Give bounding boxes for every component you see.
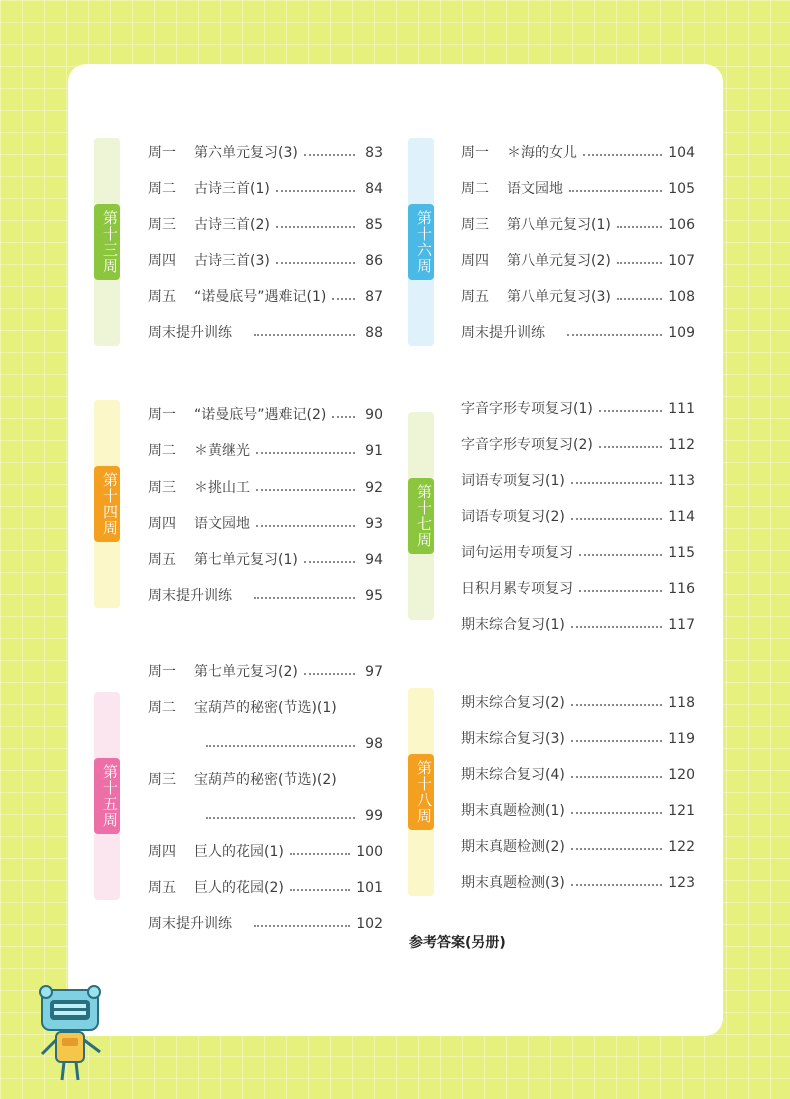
leader-dots — [254, 597, 355, 599]
week-17-tag: 第十七周 — [408, 478, 434, 554]
leader-dots — [583, 154, 662, 156]
toc-entry[interactable]: 周一 ＊海的女儿 104 — [461, 145, 695, 161]
toc-entry[interactable]: 周三 ＊挑山工 92 — [148, 480, 383, 496]
toc-entry[interactable]: 周二 语文园地 105 — [461, 181, 695, 197]
toc-entry[interactable]: 词语专项复习(2) 114 — [461, 509, 695, 525]
toc-entry-continued[interactable]: 98 — [194, 734, 383, 754]
leader-dots — [254, 925, 350, 927]
leader-dots — [276, 226, 355, 228]
leader-dots — [304, 154, 355, 156]
toc-entry[interactable]: 期末综合复习(1) 117 — [461, 617, 695, 633]
toc-entry[interactable]: 词句运用专项复习 115 — [461, 545, 695, 561]
week-18-tag: 第十八周 — [408, 754, 434, 830]
leader-dots — [571, 884, 662, 886]
leader-dots — [571, 518, 662, 520]
leader-dots — [304, 673, 355, 675]
leader-dots — [571, 704, 662, 706]
week-15-bar — [94, 692, 120, 900]
leader-dots — [304, 561, 355, 563]
leader-dots — [571, 740, 662, 742]
toc-entry[interactable]: 周五 第七单元复习(1) 94 — [148, 552, 383, 568]
toc-entry[interactable]: 周四 巨人的花园(1) 100 — [148, 844, 383, 860]
toc-entry[interactable]: 周二 ＊黄继光 91 — [148, 443, 383, 459]
leader-dots — [571, 482, 662, 484]
answer-key-label[interactable]: 参考答案(另册) — [409, 935, 506, 951]
toc-entry[interactable]: 周五 “诺曼底号”遇难记(1) 87 — [148, 289, 383, 305]
leader-dots — [276, 262, 355, 264]
toc-entry[interactable]: 日积月累专项复习 116 — [461, 581, 695, 597]
toc-entry[interactable]: 期末综合复习(3) 119 — [461, 731, 695, 747]
week-14-tag: 第十四周 — [94, 466, 120, 542]
toc-entry[interactable]: 周三 古诗三首(2) 85 — [148, 217, 383, 233]
leader-dots — [579, 590, 662, 592]
toc-entry[interactable]: 周四 语文园地 93 — [148, 516, 383, 532]
toc-entry[interactable]: 周四 古诗三首(3) 86 — [148, 253, 383, 269]
leader-dots — [571, 776, 662, 778]
week-16-tag: 第十六周 — [408, 204, 434, 280]
toc-entry[interactable]: 周一 第七单元复习(2) 97 — [148, 664, 383, 680]
leader-dots — [332, 416, 355, 418]
toc-entry[interactable]: 期末综合复习(2) 118 — [461, 695, 695, 711]
toc-entry[interactable]: 周末提升训练 95 — [148, 588, 383, 604]
toc-entry[interactable]: 周三 宝葫芦的秘密(节选)(2) — [148, 772, 337, 788]
toc-entry[interactable]: 期末真题检测(3) 123 — [461, 875, 695, 891]
toc-entry[interactable]: 周末提升训练 88 — [148, 325, 383, 341]
leader-dots — [290, 853, 350, 855]
leader-dots — [617, 226, 662, 228]
leader-dots — [569, 190, 662, 192]
toc-entry[interactable]: 周末提升训练 109 — [461, 325, 695, 341]
leader-dots — [571, 626, 662, 628]
toc-entry[interactable]: 期末真题检测(1) 121 — [461, 803, 695, 819]
leader-dots — [290, 889, 350, 891]
week-13-tag: 第十三周 — [94, 204, 120, 280]
toc-entry[interactable]: 字音字形专项复习(2) 112 — [461, 437, 695, 453]
toc-entry[interactable]: 期末真题检测(2) 122 — [461, 839, 695, 855]
leader-dots — [617, 298, 662, 300]
leader-dots — [571, 848, 662, 850]
week-18-bar — [408, 688, 434, 896]
toc-entry[interactable]: 字音字形专项复习(1) 111 — [461, 401, 695, 417]
leader-dots — [567, 334, 662, 336]
leader-dots — [276, 190, 355, 192]
toc-entry[interactable]: 周四 第八单元复习(2) 107 — [461, 253, 695, 269]
leader-dots — [332, 298, 355, 300]
week-15-tag: 第十五周 — [94, 758, 120, 834]
leader-dots — [599, 410, 662, 412]
toc-entry[interactable]: 周一 第六单元复习(3) 83 — [148, 145, 383, 161]
leader-dots — [579, 554, 662, 556]
toc-entry[interactable]: 词语专项复习(1) 113 — [461, 473, 695, 489]
toc-entry[interactable]: 周末提升训练 102 — [148, 916, 383, 932]
leader-dots — [256, 489, 355, 491]
week-17-bar — [408, 412, 434, 620]
toc-entry[interactable]: 周一 “诺曼底号”遇难记(2) 90 — [148, 407, 383, 423]
week-16-bar — [408, 138, 434, 346]
toc-entry-continued[interactable]: 99 — [194, 806, 383, 826]
toc-entry[interactable]: 周五 巨人的花园(2) 101 — [148, 880, 383, 896]
leader-dots — [256, 452, 355, 454]
robot-mascot-icon — [36, 980, 108, 1084]
leader-dots — [571, 812, 662, 814]
leader-dots — [617, 262, 662, 264]
week-14-bar — [94, 400, 120, 608]
toc-entry[interactable]: 周三 第八单元复习(1) 106 — [461, 217, 695, 233]
week-13-bar — [94, 138, 120, 346]
toc-entry[interactable]: 周五 第八单元复习(3) 108 — [461, 289, 695, 305]
leader-dots — [254, 334, 355, 336]
toc-entry[interactable]: 期末综合复习(4) 120 — [461, 767, 695, 783]
leader-dots — [599, 446, 662, 448]
leader-dots — [206, 745, 355, 747]
leader-dots — [206, 817, 355, 819]
leader-dots — [256, 525, 355, 527]
toc-entry[interactable]: 周二 宝葫芦的秘密(节选)(1) — [148, 700, 337, 716]
toc-entry[interactable]: 周二 古诗三首(1) 84 — [148, 181, 383, 197]
